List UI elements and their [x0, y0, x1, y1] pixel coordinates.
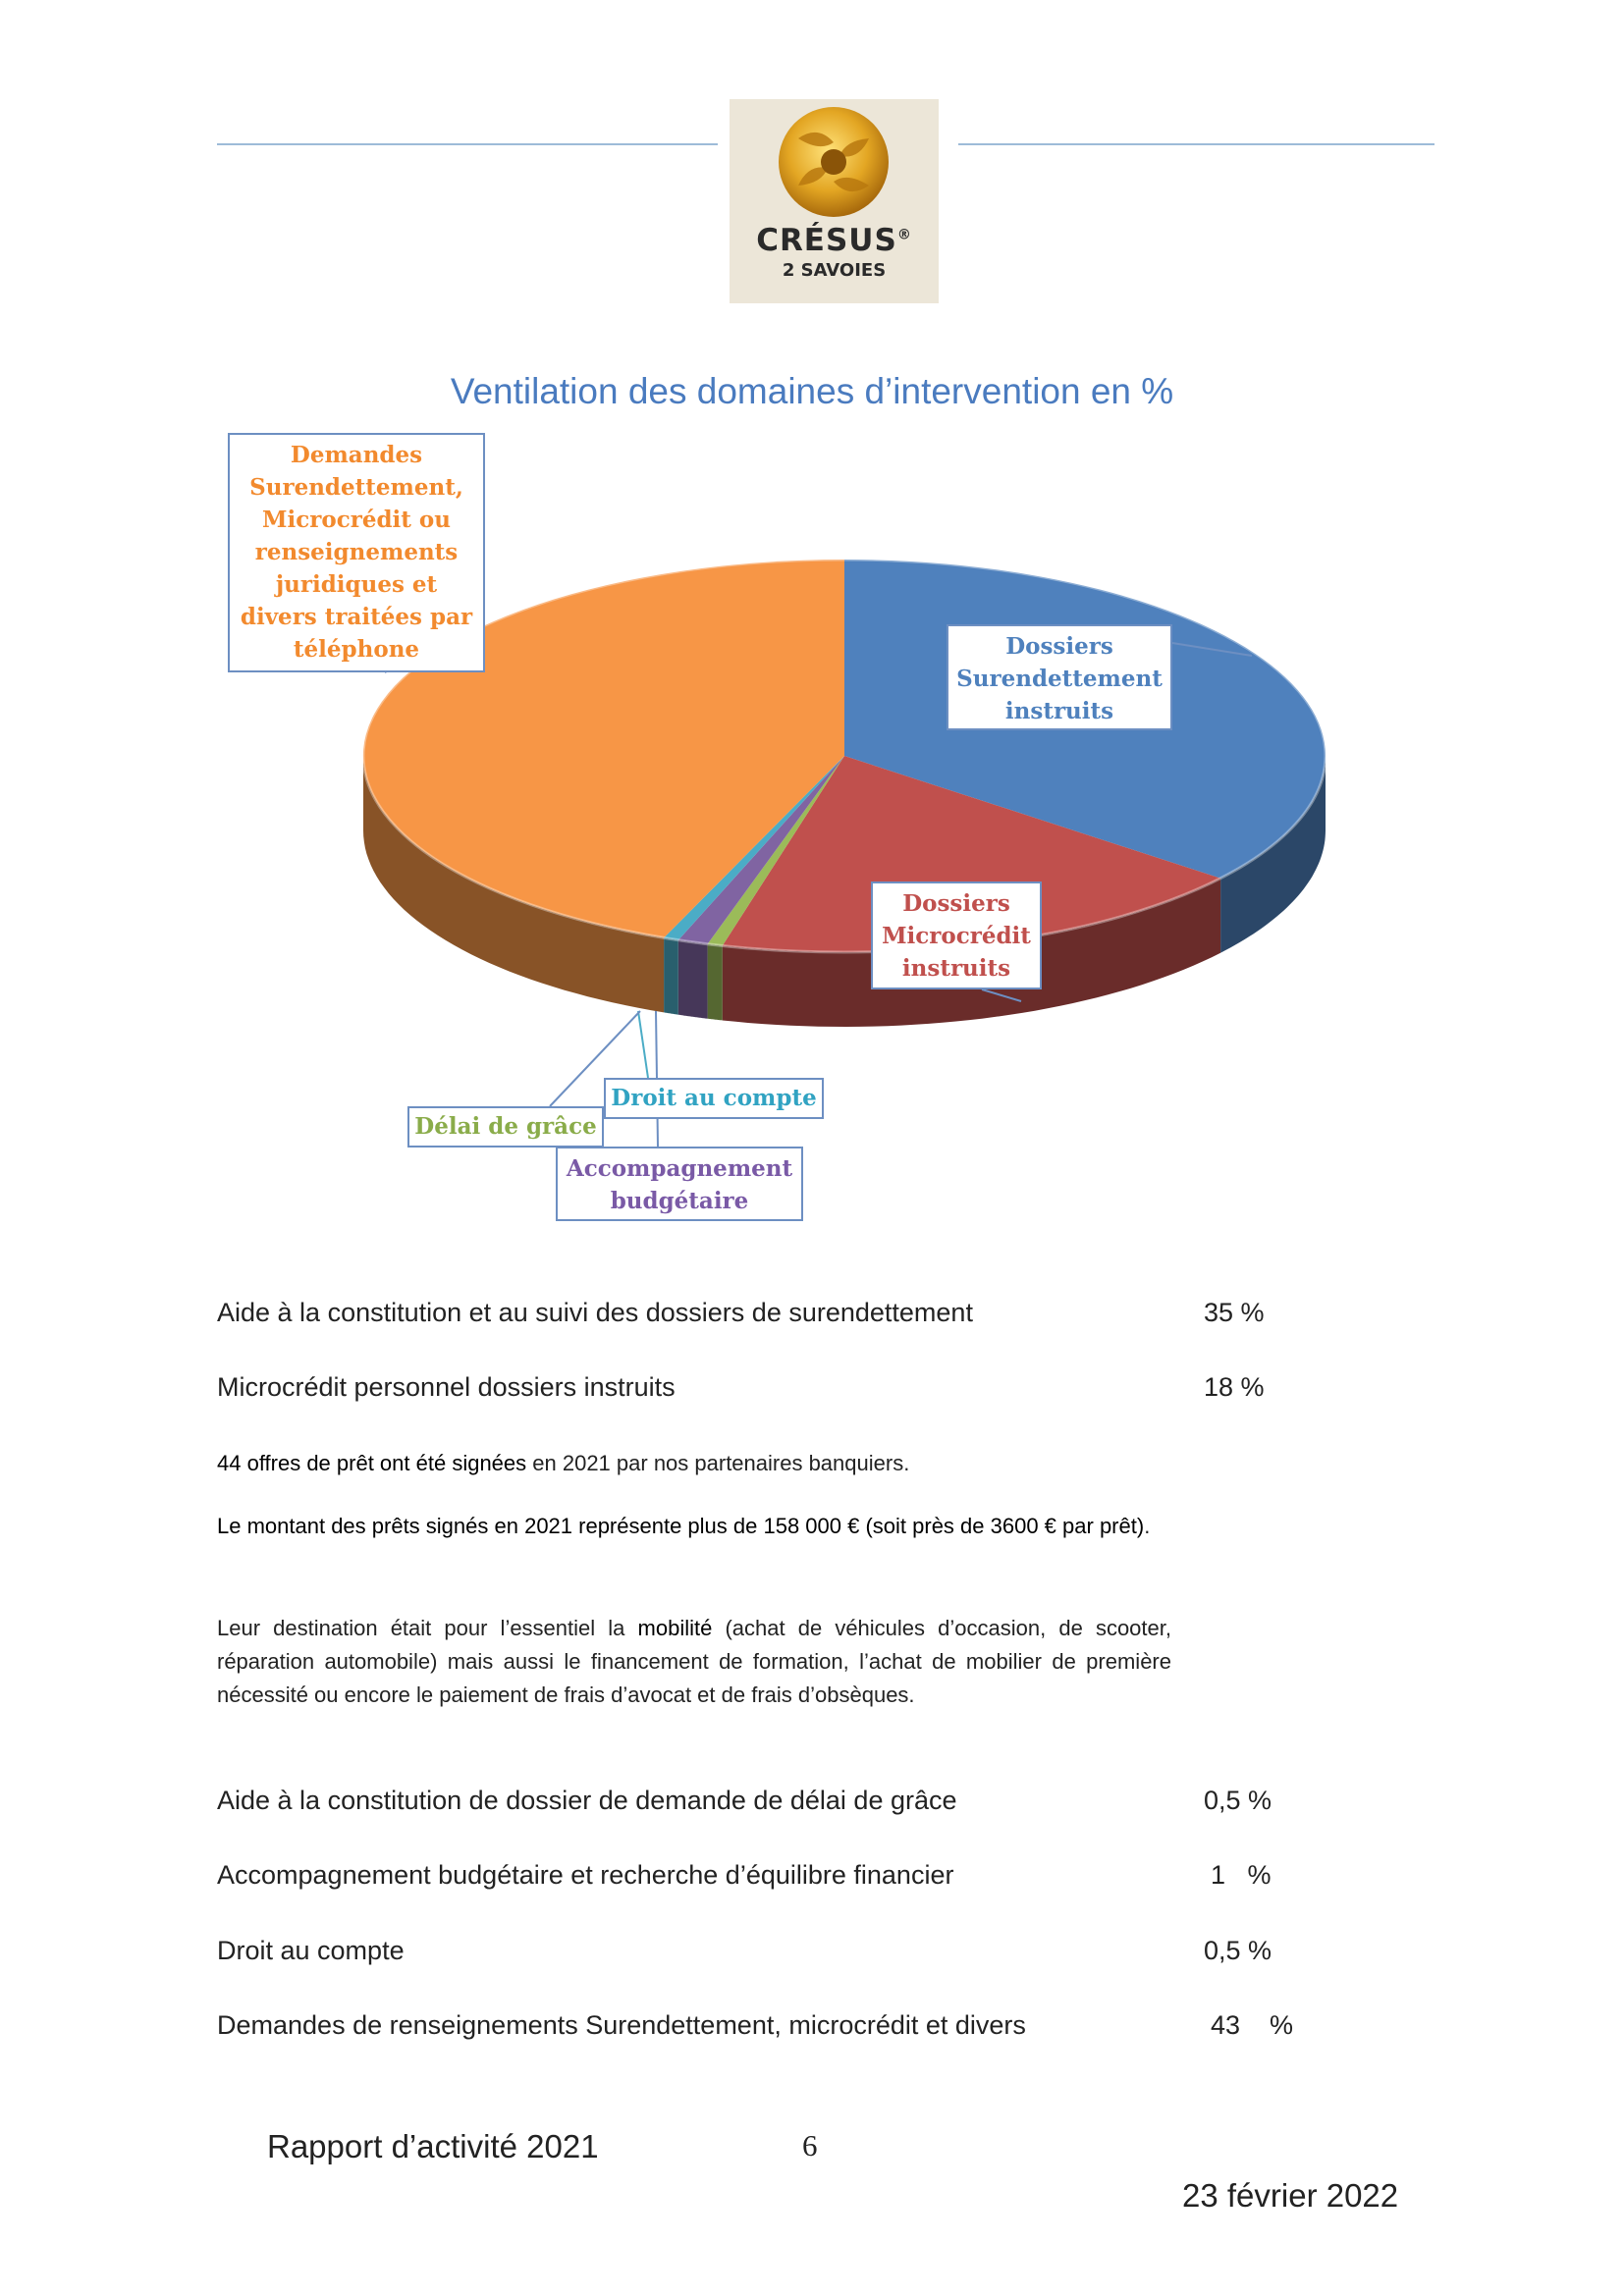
note-montant-strong: Le montant des prêts signés en 2021 représente plus de 158 000 € (soit près de 3600 € par prêt) — [217, 1514, 1145, 1538]
callout-demandes-line: téléphone — [293, 636, 420, 663]
callout-droit — [604, 1078, 824, 1119]
callout-accompagnement-line: budgétaire — [610, 1188, 749, 1214]
footer-page-number: 6 — [802, 2128, 818, 2163]
callout-accompagnement-line: Accompagnement — [566, 1155, 793, 1182]
row-demandes-label: Demandes de renseignements Surendettement, microcrédit et divers — [217, 2010, 1026, 2040]
pie-side-droit — [664, 937, 678, 1014]
callout-droit-line: Droit au compte — [611, 1085, 817, 1111]
callout-demandes-line: juridiques et — [275, 571, 438, 598]
callout-demandes-line: Demandes — [290, 442, 423, 468]
callout-surendettement — [947, 624, 1172, 730]
note-destination — [217, 1612, 1171, 1712]
callout-surendettement-line: Dossiers — [1005, 633, 1113, 660]
callout-delai-line: Délai de grâce — [414, 1113, 597, 1140]
row-delai-pct: 0,5 % — [1204, 1786, 1272, 1815]
row-accompagnement-pct: 1 % — [1211, 1860, 1272, 1890]
note-offres-strong: 44 offres de prêt ont été signées — [217, 1451, 527, 1475]
row-accompagnement-label: Accompagnement budgétaire et recherche d’équilibre financier — [217, 1860, 954, 1890]
callout-accompagnement — [556, 1147, 803, 1221]
row-microcredit-label: Microcrédit personnel dossiers instruits — [217, 1372, 676, 1402]
callout-surendettement-line: instruits — [1004, 698, 1114, 724]
footer-date: 23 février 2022 — [1182, 2177, 1399, 2214]
note-montant — [217, 1510, 1171, 1543]
row-microcredit-pct: 18 % — [1204, 1372, 1265, 1402]
callout-microcredit-line: instruits — [901, 955, 1011, 982]
pie-side-delai — [708, 944, 723, 1021]
callout-demandes-line: Microcrédit ou — [262, 507, 451, 533]
callout-demandes-line: Surendettement, — [249, 474, 463, 501]
note-destination-b: (achat de véhicules d’occasion, de scooter, réparation automobile) mais aussi le financement de formation, l’achat de mobilier de première nécessité ou encore le paiement de frais d’avocat et de frais d’obsèques. — [217, 1616, 1171, 1707]
callout-microcredit — [871, 881, 1042, 989]
note-offres — [217, 1447, 1171, 1480]
note-destination-a: Leur destination était pour l’essentiel la — [217, 1616, 638, 1640]
callout-surendettement-line: Surendettement — [956, 666, 1163, 692]
footer-report-title: Rapport d’activité 2021 — [267, 2128, 599, 2164]
row-surendettement-pct: 35 % — [1204, 1298, 1265, 1327]
row-droit-label: Droit au compte — [217, 1936, 405, 1965]
logo-subtitle: 2 SAVOIES — [782, 260, 887, 281]
logo-name: CRÉSUS® — [756, 223, 912, 258]
leader-droit — [638, 1011, 648, 1078]
callout-demandes-line: renseignements — [254, 539, 459, 565]
callout-microcredit-line: Microcrédit — [882, 923, 1031, 949]
row-delai-label: Aide à la constitution de dossier de demande de délai de grâce — [217, 1786, 957, 1815]
row-demandes-pct: 43 % — [1211, 2010, 1294, 2040]
note-montant-rest: . — [1144, 1514, 1151, 1538]
row-surendettement-label: Aide à la constitution et au suivi des dossiers de surendettement — [217, 1298, 973, 1327]
note-destination-strong: mobilité — [637, 1616, 713, 1640]
callout-delai — [407, 1106, 604, 1148]
callout-microcredit-line: Dossiers — [902, 890, 1010, 917]
callout-demandes — [228, 433, 485, 672]
pie-side-accompagnement — [678, 940, 708, 1019]
chart-title: Ventilation des domaines d’intervention en % — [450, 371, 1174, 411]
note-offres-rest: en 2021 par nos partenaires banquiers. — [526, 1451, 910, 1475]
callout-demandes-line: divers traitées par — [240, 604, 473, 630]
row-droit-pct: 0,5 % — [1204, 1936, 1272, 1965]
